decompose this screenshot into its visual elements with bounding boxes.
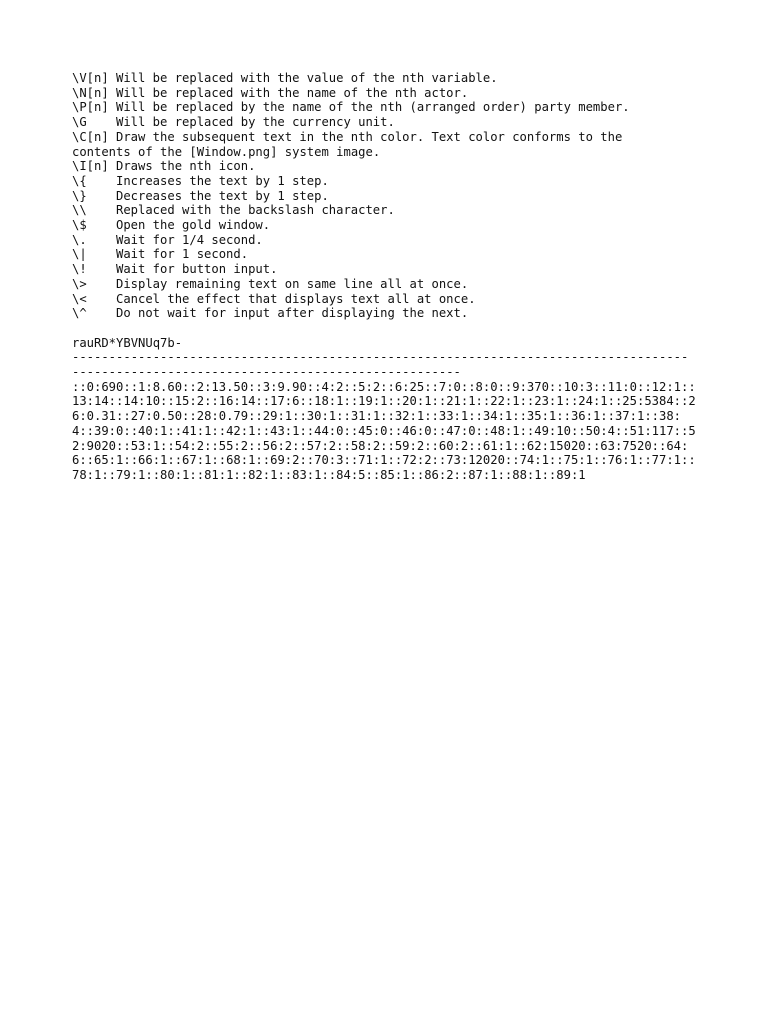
escape-code-description: Will be replaced with the name of the nth actor.: [116, 85, 469, 100]
escape-code-description: Do not wait for input after displaying the next.: [116, 306, 469, 321]
escape-code-description: Wait for button input.: [116, 262, 278, 277]
escape-code-description: Draw the subsequent text in the nth color. Text color conforms to the: [116, 129, 623, 144]
escape-code-row: [72, 218, 712, 233]
separator-line-1: ------------------------------------------------------------------------------------: [72, 350, 689, 365]
escape-code-description: Wait for 1/4 second.: [116, 232, 263, 247]
escape-code-description: Will be replaced by the currency unit.: [116, 115, 395, 130]
escape-code-row: [72, 277, 712, 292]
escape-code-row: [72, 233, 712, 248]
escape-code: \V[n]: [72, 71, 109, 85]
escape-code-description: Will be replaced by the name of the nth (arranged order) party member.: [116, 100, 630, 115]
escape-code-description: Wait for 1 second.: [116, 247, 249, 262]
escape-code: \|: [72, 247, 87, 262]
escape-code-description: Open the gold window.: [116, 218, 271, 233]
escape-code-description: Replaced with the backslash character.: [116, 203, 395, 218]
escape-code-description: Decreases the text by 1 step.: [116, 188, 329, 203]
escape-code-row: [72, 159, 712, 174]
escape-code-description: Will be replaced with the value of the nth variable.: [116, 71, 498, 85]
escape-code-row: [72, 71, 712, 86]
escape-code: \^: [72, 306, 87, 321]
escape-code-row: [72, 100, 712, 115]
escape-code-row: [72, 292, 712, 307]
escape-code: \>: [72, 276, 87, 291]
escape-code: \I[n]: [72, 159, 109, 174]
separator-line-2: -----------------------------------------------------: [72, 365, 461, 380]
escape-code: \<: [72, 291, 87, 306]
escape-code: \}: [72, 188, 87, 203]
escape-code: \P[n]: [72, 100, 109, 115]
escape-code-row: [72, 115, 712, 130]
escape-code-description: Increases the text by 1 step.: [116, 173, 329, 188]
escape-code: \$: [72, 218, 87, 233]
escape-code-row: [72, 174, 712, 189]
escape-code-list: [72, 71, 712, 321]
escape-code-description: Cancel the effect that displays text all at once.: [116, 291, 476, 306]
escape-code-description: Draws the nth icon.: [116, 159, 256, 174]
key-line: rauRD*YBVNUq7b-: [72, 335, 183, 350]
escape-code-row: [72, 145, 712, 160]
document-page: [72, 71, 712, 483]
escape-code-row: [72, 86, 712, 101]
escape-code-row: [72, 203, 712, 218]
escape-code: \\: [72, 203, 87, 218]
escape-code-row: [72, 130, 712, 145]
escape-code: \{: [72, 173, 87, 188]
escape-code: \N[n]: [72, 85, 109, 100]
escape-code: \C[n]: [72, 129, 109, 144]
variable-data-block: ::0:690::1:8.60::2:13.50::3:9.90::4:2::5:2::6:25::7:0::8:0::9:370::10:3::11:0::12:1::13:14::14:10::15:2::16:14::17:6::18:1::19:1::20:1::21:1::22:1::23:1::24:1::25:5384::26:0.31::27:0.50::28:0.79::29:1::30:1::31:1::32:1::33:1::34:1::35:1::36:1::37:1::38:4::39:0::40:1::41:1::42:1::43:1::44:0::45:0::46:0::47:0::48:1::49:10::50:4::51:117::52:9020::53:1::54:2::55:2::56:2::57:2::58:2::59:2::60:2::61:1::62:15020::63:7520::64:6::65:1::66:1::67:1::68:1::69:2::70:3::71:1::72:2::73:12020::74:1::75:1::76:1::77:1::78:1::79:1::80:1::81:1::82:1::83:1::84:5::85:1::86:2::87:1::88:1::89:1: [72, 379, 696, 482]
escape-code: \!: [72, 262, 87, 277]
escape-code: \G: [72, 115, 87, 130]
escape-code-row: [72, 189, 712, 204]
escape-code-row: [72, 306, 712, 321]
escape-code-row: [72, 247, 712, 262]
escape-code-row: [72, 262, 712, 277]
escape-code-description: contents of the [Window.png] system image.: [72, 144, 381, 159]
escape-code: \.: [72, 232, 87, 247]
escape-code-description: Display remaining text on same line all at once.: [116, 276, 469, 291]
